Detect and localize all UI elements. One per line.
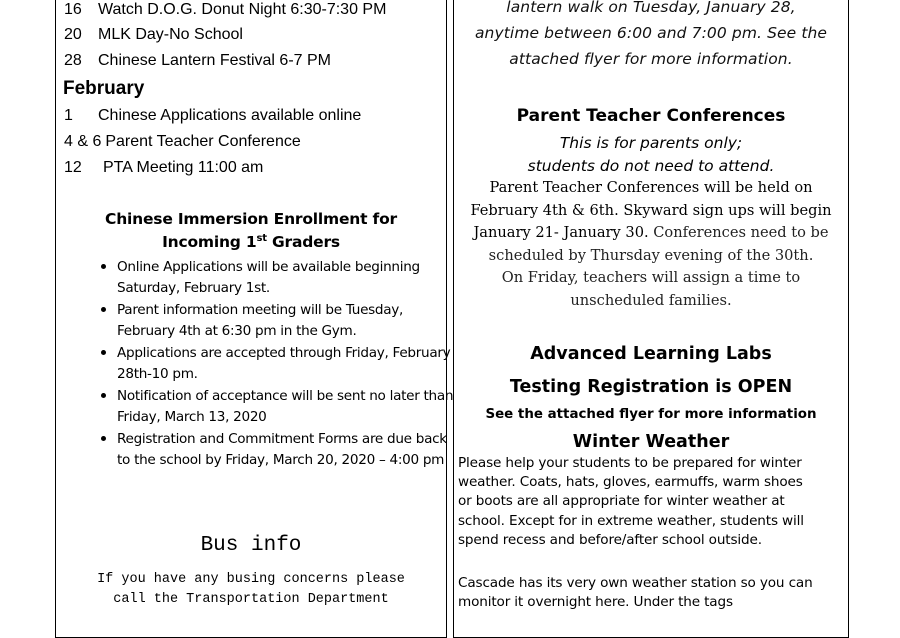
enrollment-title-text-end: Graders — [266, 233, 340, 251]
bus-info-text: If you have any busing concerns please call the Transportation Department — [97, 572, 405, 607]
ptc-body-lead: Parent Teacher Conferences will be held on February 4th & 6th. Skyward sign ups will begin January 21- January 30. — [470, 179, 832, 241]
ptc-heading: Parent Teacher Conferences — [516, 106, 786, 126]
winter-weather-body: Please help your students to be prepared for winter weather. Coats, hats, gloves, earmuffs, warm shoes or boots are all appropriate for winter weather at school. Except for in extreme weather, students will spend recess and before/after school outside. — [458, 455, 804, 548]
enrollment-title-line2 — [70, 231, 432, 254]
calendar-item — [64, 106, 361, 126]
calendar-item — [64, 0, 386, 20]
calendar-day: 16 — [64, 1, 82, 18]
lantern-flyer-note: lantern walk on Tuesday, January 28, anytime between 6:00 and 7:00 pm. See the attached flyer for more information. — [474, 0, 828, 68]
weather-station-text: Cascade has its very own weather station so you can monitor it overnight here. Under the tags — [458, 575, 813, 611]
ptc-body-rest: Conferences need to be scheduled by Thursday evening of the 30th. On Friday, teachers will assign a time to unscheduled families. — [488, 224, 829, 309]
ptc-body — [462, 177, 840, 312]
enrollment-title-line1: Chinese Immersion Enrollment for — [105, 210, 397, 228]
enrollment-title-text: Incoming 1 — [162, 233, 257, 251]
calendar-day: 20 — [64, 26, 82, 43]
enrollment-bullet-list — [88, 256, 463, 471]
calendar-event: Watch D.O.G. Donut Night 6:30-7:30 PM — [98, 1, 387, 18]
advanced-labs-subtitle: See the attached flyer for more information — [485, 407, 817, 422]
bus-info-heading: Bus info — [200, 534, 302, 557]
enrollment-title — [70, 208, 432, 254]
ordinal-suffix: st — [256, 232, 267, 244]
calendar-day: 28 — [64, 52, 82, 69]
month-heading: February — [63, 78, 145, 99]
calendar-item — [64, 51, 331, 71]
bullet-item: • Notification of acceptance will be sent no later than Friday, March 13, 2020 — [117, 385, 463, 428]
bullet-item: • Parent information meeting will be Tuesday, February 4th at 6:30 pm in the Gym. — [117, 299, 463, 342]
calendar-day: 4 & 6 — [64, 133, 102, 150]
calendar-item — [64, 158, 263, 178]
calendar-item — [64, 132, 301, 152]
winter-weather-heading: Winter Weather — [572, 432, 730, 452]
calendar-event: MLK Day-No School — [98, 26, 243, 43]
calendar-day: 12 — [64, 159, 82, 176]
calendar-event: Chinese Applications available online — [98, 107, 362, 124]
bullet-item: • Registration and Commitment Forms are due back to the school by Friday, March 20, 2020 – 4:00 pm — [117, 428, 463, 471]
calendar-day: 1 — [64, 107, 73, 124]
calendar-event: Chinese Lantern Festival 6-7 PM — [98, 52, 331, 69]
ptc-parents-only-note: This is for parents only; students do not need to attend. — [527, 134, 775, 175]
calendar-event: PTA Meeting 11:00 am — [103, 159, 264, 176]
bullet-item: • Applications are accepted through Friday, February 28th-10 pm. — [117, 342, 463, 385]
calendar-event: Parent Teacher Conference — [105, 133, 301, 150]
calendar-item — [64, 25, 243, 45]
bullet-item: • Online Applications will be available beginning Saturday, February 1st. — [117, 256, 463, 299]
advanced-labs-heading: Advanced Learning Labs Testing Registration is OPEN — [509, 344, 793, 397]
